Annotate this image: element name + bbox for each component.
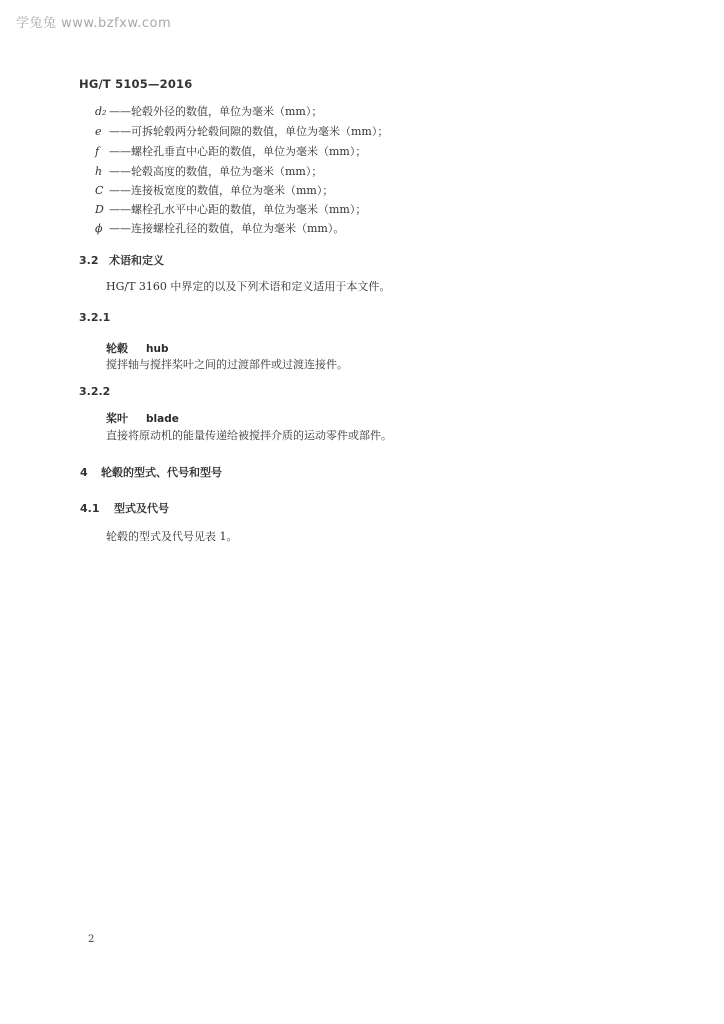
section-title: 术语和定义 [109,254,164,267]
term-blade-definition: 直接将原动机的能量传递给被搅拌介质的运动零件或部件。 [106,429,392,442]
page-number: 2 [88,934,95,945]
section-3-2-1-number: 3.2.1 [79,311,111,324]
symbol: ϕ [95,222,103,235]
term-hub [106,337,168,356]
section-number: 4 [80,466,88,479]
symbol-description: ——螺栓孔垂直中心距的数值，单位为毫米（mm）； [109,145,367,158]
section-4-heading [80,464,222,480]
standard-code-header: HG/T 5105—2016 [79,77,193,91]
section-title: 轮毂的型式、代号和型号 [101,466,222,479]
watermark: 学兔兔 www.bzfxw.com [16,16,172,31]
symbol-row [95,124,388,140]
section-3-2-2-number: 3.2.2 [79,385,111,398]
section-number: 3.2 [79,254,99,267]
symbol-description: ——轮毂高度的数值，单位为毫米（mm）； [109,165,323,178]
symbol-description: ——可拆轮毂两分轮毂间隙的数值，单位为毫米（mm）； [109,125,389,138]
term-chinese: 轮毂 [106,342,128,355]
symbol-row [95,164,322,180]
symbol: d₂ [95,105,107,118]
symbol-description: ——连接螺栓孔径的数值，单位为毫米（mm）。 [109,222,345,235]
symbol: D [95,203,104,216]
symbol: f [95,145,100,158]
term-chinese: 桨叶 [106,412,128,425]
symbol-row [95,183,333,199]
section-4-1-heading [80,500,169,516]
term-english: hub [146,343,169,355]
symbol-row [95,221,344,237]
symbol-row [95,144,366,160]
symbol-description: ——轮毂外径的数值，单位为毫米（mm）； [109,105,323,118]
term-english: blade [146,413,179,425]
section-3-2-heading [79,252,164,268]
section-4-1-body: 轮毂的型式及代号见表 1。 [106,530,238,543]
term-hub-definition: 搅拌轴与搅拌桨叶之间的过渡部件或过渡连接件。 [106,358,348,371]
symbol: C [95,184,104,197]
section-number: 4.1 [80,502,100,515]
section-3-2-body: HG/T 3160 中界定的以及下列术语和定义适用于本文件。 [106,280,391,293]
symbol-row [95,202,366,218]
section-title: 型式及代号 [114,502,169,515]
symbol-row [95,104,322,120]
symbol: e [95,125,102,138]
symbol-description: ——螺栓孔水平中心距的数值，单位为毫米（mm）； [109,203,367,216]
term-blade [106,407,179,426]
symbol-description: ——连接板宽度的数值，单位为毫米（mm）； [109,184,334,197]
symbol: h [95,165,103,178]
